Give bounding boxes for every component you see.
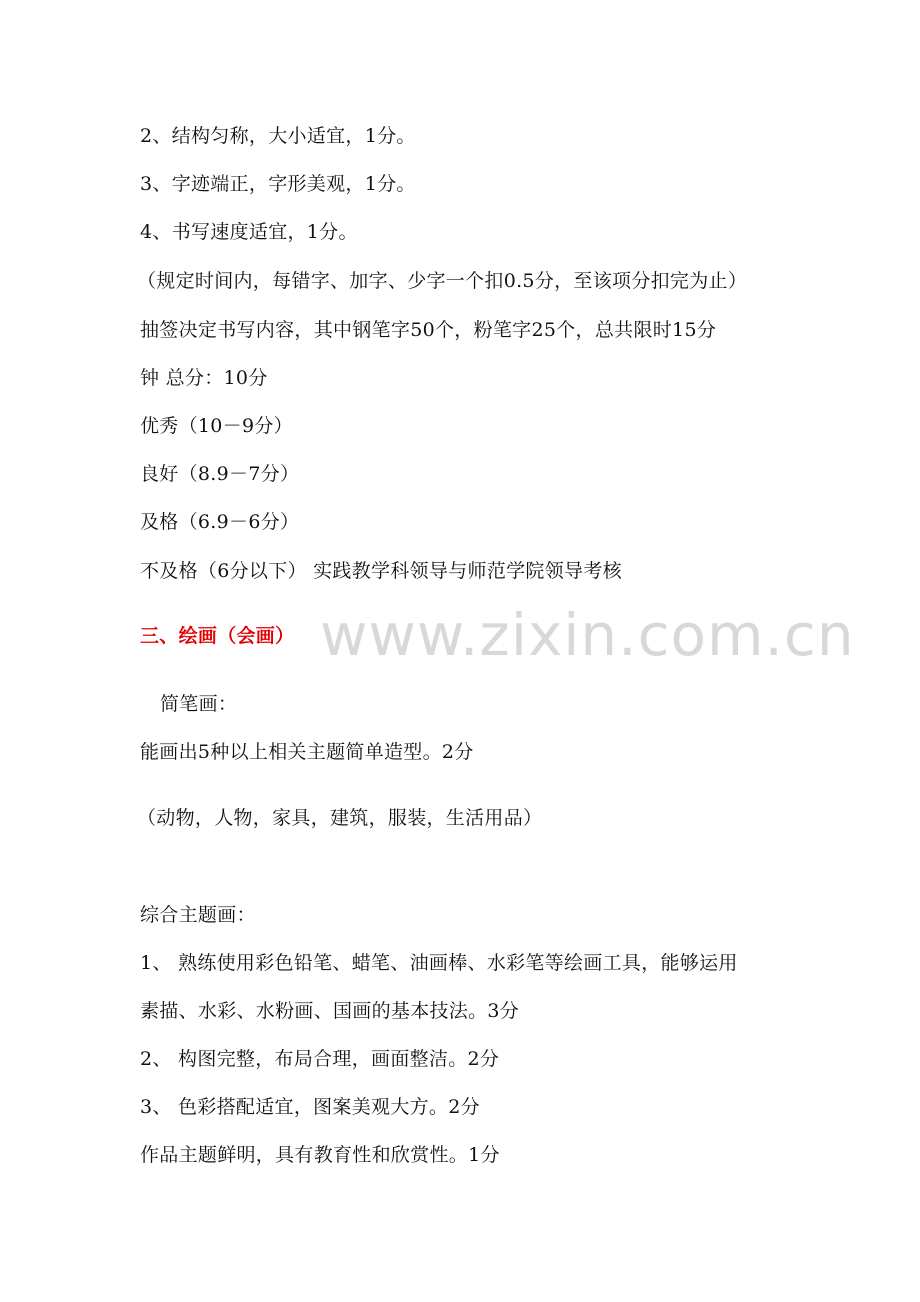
criterion-structure: 2、结构匀称，大小适宜，1分。 xyxy=(140,125,416,147)
grade-good: 良好（8.9－7分） xyxy=(140,463,300,485)
watermark: www.zixin.com.cn xyxy=(320,601,855,669)
theme-item-subject: 作品主题鲜明，具有教育性和欣赏性。1分 xyxy=(140,1144,500,1166)
theme-item-techniques: 素描、水彩、水粉画、国画的基本技法。3分 xyxy=(140,1000,520,1022)
total-score: 钟 总分：10分 xyxy=(140,367,268,389)
test-content: 抽签决定书写内容，其中钢笔字50个，粉笔字25个，总共限时15分 xyxy=(140,319,717,341)
criterion-neatness: 3、字迹端正，字形美观，1分。 xyxy=(140,173,416,195)
sketch-label: 简笔画： xyxy=(160,693,238,715)
theme-item-tools: 1、 熟练使用彩色铅笔、蜡笔、油画棒、水彩笔等绘画工具，能够运用 xyxy=(140,952,738,974)
theme-item-composition: 2、 构图完整，布局合理，画面整洁。2分 xyxy=(140,1048,500,1070)
deduction-rule: （规定时间内，每错字、加字、少字一个扣0.5分，至该项分扣完为止） xyxy=(137,270,748,292)
criterion-speed: 4、书写速度适宜，1分。 xyxy=(140,221,358,243)
grade-excellent: 优秀（10－9分） xyxy=(140,415,293,437)
section-heading-drawing: 三、绘画（会画） xyxy=(140,625,295,647)
theme-label: 综合主题画： xyxy=(140,904,256,926)
grade-pass: 及格（6.9－6分） xyxy=(140,511,300,533)
sketch-examples: （动物，人物，家具，建筑，服装，生活用品） xyxy=(137,807,543,829)
sketch-requirement: 能画出5种以上相关主题简单造型。2分 xyxy=(140,741,474,763)
grade-fail: 不及格（6分以下） 实践教学科领导与师范学院领导考核 xyxy=(140,560,622,582)
theme-item-color: 3、 色彩搭配适宜，图案美观大方。2分 xyxy=(140,1096,480,1118)
